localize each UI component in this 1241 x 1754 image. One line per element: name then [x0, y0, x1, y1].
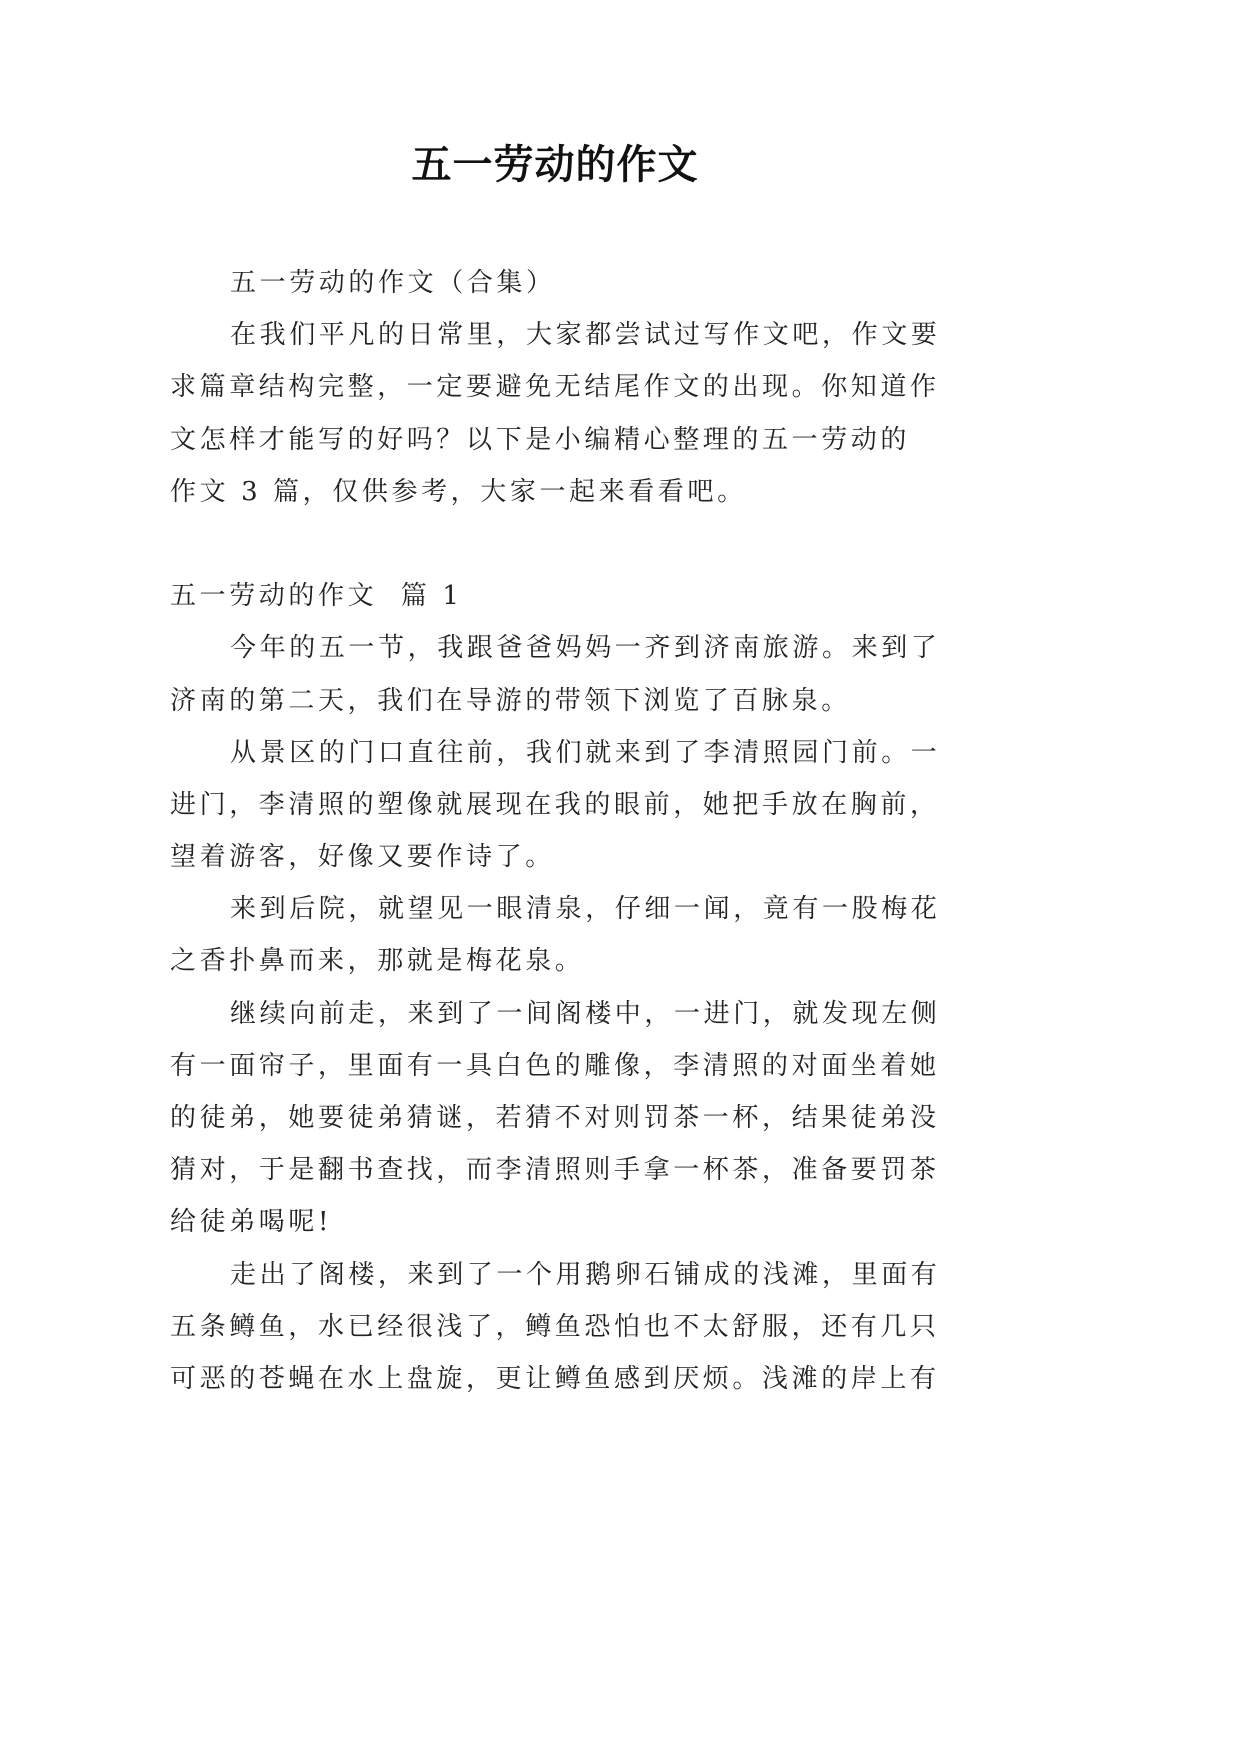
paragraph-line: 从景区的门口直往前，我们就来到了李清照园门前。一: [230, 737, 941, 768]
document-title: 五一劳动的作文: [411, 141, 699, 188]
paragraph-line: 走出了阁楼，来到了一个用鹅卵石铺成的浅滩，里面有: [230, 1259, 941, 1290]
paragraph-line: 济南的第二天，我们在导游的带领下浏览了百脉泉。: [170, 685, 851, 716]
paragraph-line: 猜对，于是翻书查找，而李清照则手拿一杯茶，准备要罚茶: [170, 1155, 940, 1186]
paragraph: [170, 883, 970, 987]
paragraph-line: 望着游客，好像又要作诗了。: [170, 842, 555, 873]
paragraph-line: 继续向前走，来到了一间阁楼中，一进门，就发现左侧: [230, 998, 941, 1029]
paragraph: [170, 622, 970, 726]
paragraph-line: 之香扑鼻而来，那就是梅花泉。: [170, 946, 585, 977]
paragraph-line: 求篇章结构完整，一定要避免无结尾作文的出现。你知道作: [170, 372, 940, 403]
paragraph-line: 今年的五一节，我跟爸爸妈妈一齐到济南旅游。来到了: [230, 633, 941, 664]
paragraph-line: 的徒弟，她要徒弟猜谜，若猜不对则罚茶一杯，结果徒弟没: [170, 1103, 940, 1133]
paragraph-line: 在我们平凡的日常里，大家都尝试过写作文吧，作文要: [230, 320, 941, 351]
paragraph-line: 有一面帘子，里面有一具白色的雕像，李清照的对面坐着她: [170, 1050, 940, 1081]
paragraph-line: 给徒弟喝呢!: [170, 1207, 333, 1238]
paragraph-line: 文怎样才能写的好吗？以下是小编精心整理的五一劳动的: [170, 424, 911, 455]
intro-heading: 五一劳动的作文（合集）: [230, 268, 556, 298]
paragraph: [170, 727, 970, 884]
blank-line: [170, 518, 970, 570]
paragraph-line: 可恶的苍蝇在水上盘旋，更让鳟鱼感到厌烦。浅滩的岸上有: [170, 1363, 940, 1394]
paragraph-line: 进门，李清照的塑像就展现在我的眼前，她把手放在胸前，: [170, 789, 940, 820]
section-heading: 五一劳动的作文 篇 1: [170, 581, 463, 612]
paragraph: [170, 309, 970, 518]
paragraph: [170, 988, 970, 1249]
paragraph-line: 作文 3 篇，仅供参考，大家一起来看看吧。: [170, 476, 747, 507]
paragraph: [170, 1249, 970, 1406]
paragraph-line: 来到后院，就望见一眼清泉，仔细一闻，竟有一股梅花: [230, 894, 941, 925]
document-body: [170, 257, 970, 1405]
paragraph-line: 五条鳟鱼，水已经很浅了，鳟鱼恐怕也不太舒服，还有几只: [170, 1311, 940, 1342]
